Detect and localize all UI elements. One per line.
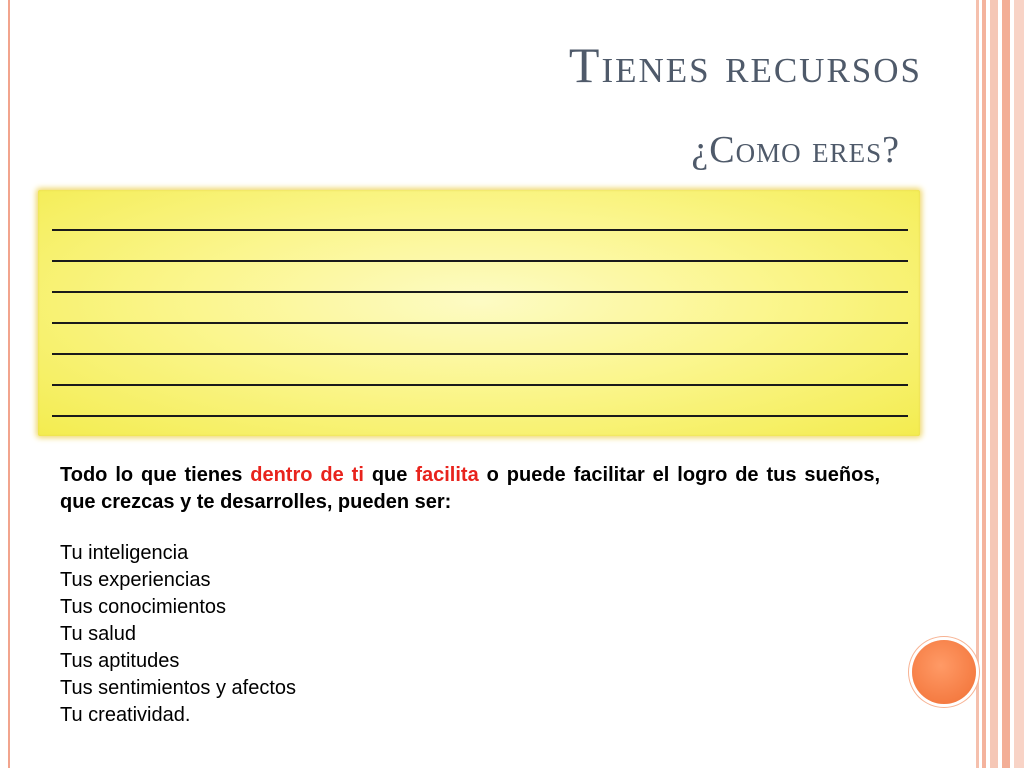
slide-title: Tienes recursos <box>568 37 922 93</box>
intro-paragraph <box>60 462 880 516</box>
decor-stripe <box>990 0 998 768</box>
blank-write-line <box>52 231 908 262</box>
blank-write-line <box>52 262 908 293</box>
decor-stripe <box>1002 0 1010 768</box>
orange-circle-decor <box>912 640 976 704</box>
blank-write-line <box>52 293 908 324</box>
blank-write-line <box>52 200 908 231</box>
resource-item: Tus aptitudes <box>60 650 180 672</box>
right-decor-stripes <box>976 0 1024 768</box>
decor-stripe <box>976 0 979 768</box>
intro-text: Todo lo que tienes <box>60 464 251 486</box>
highlight-text: facilita <box>415 464 479 486</box>
decor-stripe <box>982 0 986 768</box>
resource-item: Tu inteligencia <box>60 542 189 564</box>
writing-lines <box>52 200 908 417</box>
slide-body <box>60 462 880 729</box>
resource-item: Tus conocimientos <box>60 596 226 618</box>
resource-item: Tus sentimientos y afectos <box>60 677 297 699</box>
resource-item: Tu creatividad. <box>60 704 191 726</box>
resource-item: Tus experiencias <box>60 569 211 591</box>
left-decor-line <box>8 0 10 768</box>
decor-stripe <box>1014 0 1024 768</box>
slide-subtitle: ¿Como eres? <box>691 129 900 171</box>
resources-list <box>60 540 880 729</box>
highlight-text: dentro de ti <box>250 464 364 486</box>
blank-write-line <box>52 324 908 355</box>
blank-write-line <box>52 386 908 417</box>
intro-text: o puede facilitar el logro de tus sueños, que crezcas y te desarrolles, pueden ser: <box>60 464 880 513</box>
yellow-notepad <box>38 190 920 436</box>
intro-text: que <box>363 464 416 486</box>
blank-write-line <box>52 355 908 386</box>
resource-item: Tu salud <box>60 623 136 645</box>
